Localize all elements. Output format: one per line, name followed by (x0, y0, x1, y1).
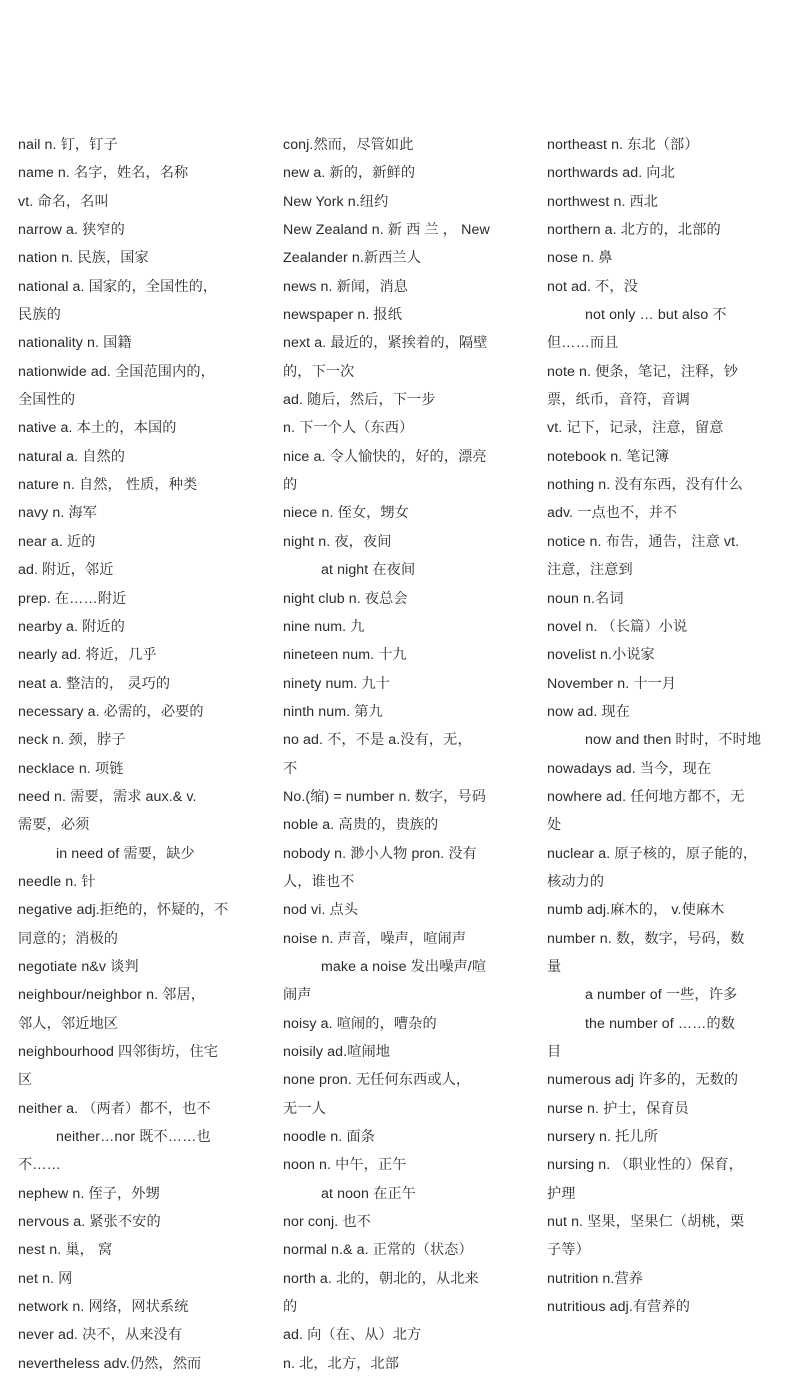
vocabulary-phrase-line: the number of ……的数 (585, 1015, 736, 1032)
vocabulary-entry-line: ad. 向（在、从）北方 (283, 1327, 422, 1344)
vocabulary-entry-line: 区 (18, 1072, 33, 1089)
vocabulary-entry-line: New York n.纽约 (283, 193, 389, 210)
vocabulary-entry-line: ad. 随后，然后，下一步 (283, 392, 436, 409)
vocabulary-entry-line: 票，纸币，音符，音调 (547, 392, 690, 409)
vocabulary-entry-line: ninth num. 第九 (283, 703, 383, 720)
vocabulary-entry-line: noble a. 高贵的，贵族的 (283, 817, 439, 834)
vocabulary-entry-line: 无一人 (283, 1100, 326, 1117)
vocabulary-entry-line: nationality n. 国籍 (18, 335, 132, 352)
vocabulary-entry-line: 但……而且 (547, 335, 619, 352)
vocabulary-entry-line: nobody n. 渺小人物 pron. 没有 (283, 845, 477, 862)
vocabulary-entry-line: 护理 (547, 1185, 576, 1202)
vocabulary-entry-line: neat a. 整洁的， 灵巧的 (18, 675, 171, 692)
vocabulary-entry-line: neck n. 颈，脖子 (18, 732, 126, 749)
vocabulary-entry-line: 全国性的 (18, 392, 76, 409)
vocabulary-entry-line: nuclear a. 原子核的，原子能的， (547, 845, 758, 862)
vocabulary-entry-line: 不 (283, 760, 298, 777)
vocabulary-entry-line: notebook n. 笔记簿 (547, 448, 670, 465)
vocabulary-entry-line: nine num. 九 (283, 618, 365, 635)
vocabulary-entry-line: necessary a. 必需的，必要的 (18, 703, 204, 720)
vocabulary-entry-line: ninety num. 九十 (283, 675, 391, 692)
vocabulary-entry-line: newspaper n. 报纸 (283, 307, 402, 324)
vocabulary-entry-line: nutritious adj.有营养的 (547, 1299, 691, 1316)
vocabulary-entry-line: nice a. 令人愉快的，好的，漂亮 (283, 448, 487, 465)
vocabulary-entry-line: not ad. 不，没 (547, 278, 638, 295)
vocabulary-entry-line: nursery n. 托儿所 (547, 1129, 658, 1146)
vocabulary-entry-line: 同意的；消极的 (18, 930, 119, 947)
vocabulary-entry-line: prep. 在……附近 (18, 590, 127, 607)
vocabulary-entry-line: 的 (283, 477, 298, 494)
vocabulary-phrase-line: neither…nor 既不……也 (56, 1129, 211, 1146)
vocabulary-entry-line: neighbour/neighbor n. 邻居， (18, 987, 206, 1004)
vocabulary-phrase-line: a number of 一些，许多 (585, 987, 738, 1004)
vocabulary-entry-line: net n. 网 (18, 1270, 73, 1287)
vocabulary-entry-line: 核动力的 (547, 873, 605, 890)
vocabulary-entry-line: numerous adj 许多的，无数的 (547, 1072, 739, 1089)
vocabulary-entry-line: navy n. 海军 (18, 505, 98, 522)
vocabulary-entry-line: number n. 数，数字，号码，数 (547, 930, 745, 947)
vocabulary-entry-line: notice n. 布告，通告，注意 vt. (547, 533, 740, 550)
vocabulary-column-3 (547, 131, 775, 1321)
vocabulary-entry-line: network n. 网络，网状系统 (18, 1299, 189, 1316)
vocabulary-entry-line: narrow a. 狭窄的 (18, 222, 125, 239)
vocabulary-entry-line: nut n. 坚果，坚果仁（胡桃，栗 (547, 1214, 745, 1231)
vocabulary-entry-line: nearby a. 附近的 (18, 618, 125, 635)
vocabulary-entry-line: 处 (547, 817, 562, 834)
vocabulary-entry-line: niece n. 侄女，甥女 (283, 505, 409, 522)
vocabulary-entry-line: adv. 一点也不，并不 (547, 505, 678, 522)
vocabulary-entry-line: nephew n. 侄子，外甥 (18, 1185, 160, 1202)
vocabulary-entry-line: 的 (283, 1299, 298, 1316)
vocabulary-entry-line: 闹声 (283, 987, 312, 1004)
vocabulary-entry-line: New Zealand n. 新 西 兰 ， New (283, 222, 490, 239)
vocabulary-entry-line: no ad. 不，不是 a.没有，无， (283, 732, 472, 749)
vocabulary-entry-line: normal n.& a. 正常的（状态） (283, 1242, 473, 1259)
vocabulary-entry-line: novelist n.小说家 (547, 647, 655, 664)
vocabulary-entry-line: nod vi. 点头 (283, 902, 359, 919)
vocabulary-entry-line: vt. 记下，记录，注意，留意 (547, 420, 724, 437)
vocabulary-phrase-line: at night 在夜间 (321, 562, 416, 579)
vocabulary-entry-line: 人，谁也不 (283, 873, 355, 890)
vocabulary-entry-line: negotiate n&v 谈判 (18, 958, 139, 975)
vocabulary-entry-line: name n. 名字，姓名，名称 (18, 165, 189, 182)
vocabulary-entry-line: nursing n. （职业性的）保育， (547, 1157, 743, 1174)
vocabulary-entry-line: needle n. 针 (18, 873, 96, 890)
vocabulary-column-2 (283, 131, 511, 1378)
vocabulary-entry-line: necklace n. 项链 (18, 760, 124, 777)
vocabulary-entry-line: northern a. 北方的，北部的 (547, 222, 721, 239)
vocabulary-entry-line: 量 (547, 958, 562, 975)
vocabulary-entry-line: nowhere ad. 任何地方都不，无 (547, 788, 745, 805)
vocabulary-entry-line: next a. 最近的，紧挨着的，隔壁 (283, 335, 488, 352)
vocabulary-entry-line: neither a. （两者）都不，也不 (18, 1100, 211, 1117)
vocabulary-entry-line: Zealander n.新西兰人 (283, 250, 422, 267)
vocabulary-entry-line: note n. 便条，笔记，注释，钞 (547, 363, 739, 380)
vocabulary-entry-line: noisily ad.喧闹地 (283, 1044, 391, 1060)
vocabulary-entry-line: 目 (547, 1044, 562, 1060)
vocabulary-entry-line: nose n. 鼻 (547, 250, 613, 267)
vocabulary-entry-line: new a. 新的，新鲜的 (283, 165, 416, 182)
vocabulary-entry-line: northwest n. 西北 (547, 193, 659, 210)
vocabulary-entry-line: 的，下一次 (283, 363, 355, 380)
vocabulary-entry-line: nevertheless adv.仍然，然而 (18, 1355, 202, 1372)
vocabulary-entry-line: northwards ad. 向北 (547, 165, 675, 182)
vocabulary-entry-line: night club n. 夜总会 (283, 590, 408, 607)
vocabulary-entry-line: 邻人，邻近地区 (18, 1015, 119, 1032)
vocabulary-entry-line: nineteen num. 十九 (283, 647, 407, 664)
vocabulary-entry-line: night n. 夜，夜间 (283, 533, 392, 550)
vocabulary-entry-line: native a. 本土的，本国的 (18, 420, 177, 437)
vocabulary-entry-line: nowadays ad. 当今，现在 (547, 760, 712, 777)
vocabulary-entry-line: neighbourhood 四邻街坊，住宅 (18, 1044, 219, 1060)
vocabulary-entry-line: news n. 新闻，消息 (283, 278, 409, 295)
vocabulary-entry-line: nervous a. 紧张不安的 (18, 1214, 161, 1231)
vocabulary-entry-line: nurse n. 护士，保育员 (547, 1100, 689, 1117)
vocabulary-entry-line: 注意，注意到 (547, 562, 633, 579)
vocabulary-entry-line: nation n. 民族，国家 (18, 250, 149, 267)
vocabulary-entry-line: vt. 命名，名叫 (18, 193, 109, 210)
vocabulary-entry-line: 需要，必须 (18, 817, 90, 834)
vocabulary-entry-line: n. 北，北方，北部 (283, 1355, 400, 1372)
vocabulary-entry-line: 不…… (18, 1157, 61, 1174)
vocabulary-entry-line: none pron. 无任何东西或人， (283, 1072, 471, 1089)
vocabulary-entry-line: n. 下一个人（东西） (283, 420, 414, 437)
vocabulary-entry-line: nail n. 钉，钉子 (18, 137, 118, 153)
vocabulary-entry-line: 子等） (547, 1242, 590, 1259)
vocabulary-entry-line: north a. 北的，朝北的，从北来 (283, 1270, 479, 1287)
vocabulary-phrase-line: make a noise 发出噪声/喧 (321, 958, 487, 975)
vocabulary-entry-line: nationwide ad. 全国范围内的， (18, 363, 215, 380)
vocabulary-phrase-line: in need of 需要，缺少 (56, 845, 195, 862)
vocabulary-entry-line: nor conj. 也不 (283, 1214, 371, 1231)
vocabulary-entry-line: nutrition n.营养 (547, 1270, 644, 1287)
vocabulary-entry-line: now ad. 现在 (547, 703, 631, 720)
vocabulary-entry-line: northeast n. 东北（部） (547, 137, 699, 153)
vocabulary-phrase-line: at noon 在正午 (321, 1185, 416, 1202)
vocabulary-entry-line: nature n. 自然， 性质，种类 (18, 477, 198, 494)
vocabulary-entry-line: noun n.名词 (547, 590, 624, 607)
vocabulary-entry-line: noisy a. 喧闹的，嘈杂的 (283, 1015, 437, 1032)
vocabulary-entry-line: November n. 十一月 (547, 675, 677, 692)
vocabulary-phrase-line: now and then 时时，不时地 (585, 732, 762, 749)
vocabulary-entry-line: national a. 国家的，全国性的， (18, 278, 218, 295)
vocabulary-entry-line: nothing n. 没有东西，没有什么 (547, 477, 743, 494)
vocabulary-entry-line: novel n. （长篇）小说 (547, 618, 688, 635)
vocabulary-entry-line: numb adj.麻木的， v.使麻木 (547, 902, 725, 919)
vocabulary-entry-line: ad. 附近，邻近 (18, 562, 114, 579)
vocabulary-entry-line: natural a. 自然的 (18, 448, 126, 465)
vocabulary-entry-line: near a. 近的 (18, 533, 96, 550)
vocabulary-entry-line: 民族的 (18, 307, 61, 324)
vocabulary-column-1 (18, 131, 246, 1378)
vocabulary-entry-line: nest n. 巢， 窝 (18, 1242, 113, 1259)
vocabulary-entry-line: noodle n. 面条 (283, 1129, 375, 1146)
vocabulary-entry-line: conj.然而，尽管如此 (283, 137, 414, 153)
vocabulary-entry-line: No.(缩) = number n. 数字，号码 (283, 788, 487, 805)
vocabulary-entry-line: never ad. 决不，从来没有 (18, 1327, 183, 1344)
vocabulary-phrase-line: not only … but also 不 (585, 307, 727, 324)
vocabulary-entry-line: negative adj.拒绝的，怀疑的，不 (18, 902, 229, 919)
vocabulary-entry-line: need n. 需要，需求 aux.& v. (18, 788, 197, 805)
vocabulary-entry-line: noise n. 声音，噪声，喧闹声 (283, 930, 467, 947)
vocabulary-entry-line: noon n. 中午，正午 (283, 1157, 407, 1174)
vocabulary-entry-line: nearly ad. 将近，几乎 (18, 647, 157, 664)
